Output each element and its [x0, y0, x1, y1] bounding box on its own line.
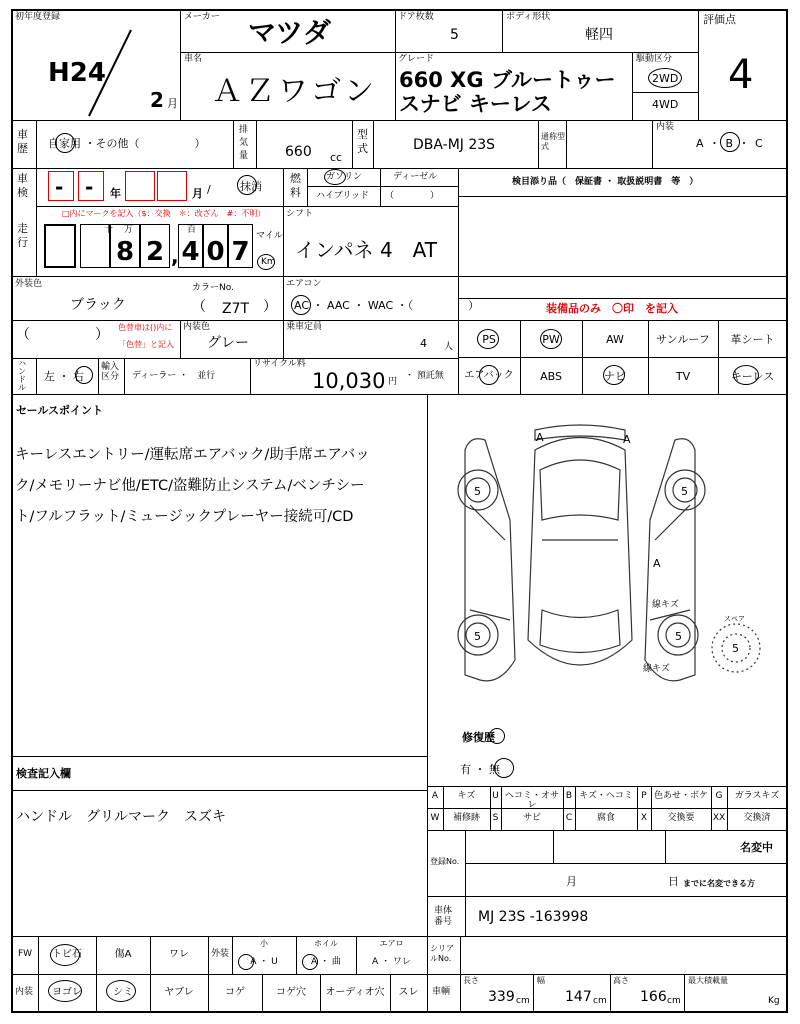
shaken-box-3: [125, 171, 155, 201]
inspect-label: 検査記入欄: [16, 767, 71, 780]
fuel-gasoline-circle: [324, 169, 346, 185]
legend-cell: U: [492, 791, 499, 801]
legend-cell: X: [640, 813, 648, 823]
equip-airbag: エアバック: [464, 370, 514, 381]
nai-burn: コゲ: [225, 987, 245, 998]
model-label: 型式: [357, 128, 368, 155]
diagram-mark-5-fr: 5: [681, 485, 688, 498]
legend-cell: キズ: [457, 791, 476, 801]
ac-value: AC ・ AAC ・ WAC ・（ ）: [294, 299, 480, 312]
diagram-mark-5-rl: 5: [474, 630, 481, 643]
repair-none-circle: [494, 758, 514, 778]
score-label: 評価点: [703, 13, 736, 26]
reg-deadline: までに名変できる方: [683, 879, 755, 888]
drive-4wd: 4WD: [652, 98, 679, 111]
fuel-gasoline: ガソリン: [326, 172, 363, 182]
car-name-label: 車名: [184, 54, 203, 64]
first-reg-label: 初年度登録: [15, 12, 61, 22]
import-value: ディーラー ・ 並行: [132, 371, 216, 381]
shaken-label: 車検: [17, 172, 28, 199]
length-label: 長さ: [463, 976, 479, 985]
first-reg-era: H24: [48, 58, 106, 88]
maker-value: マツダ: [248, 16, 331, 49]
height-label: 高さ: [613, 976, 629, 985]
equip-abs: ABS: [540, 370, 562, 383]
repair-value: 有 ・ 無: [460, 763, 500, 776]
legend-cell: 補修跡: [452, 813, 480, 823]
dims-label: 車輌: [432, 987, 451, 997]
equip-pw: PW: [542, 333, 560, 346]
interior-b-circle: [720, 132, 740, 152]
fw-ext-label: 外装: [211, 949, 230, 959]
mileage-digit-5: 7: [228, 224, 253, 268]
serial-label: シリアルNo.: [430, 944, 454, 963]
reg-day: 日: [668, 875, 679, 888]
legend-cell: XX: [712, 813, 726, 823]
nai-dirt: ヨゴレ: [52, 987, 82, 998]
docs-label: 検目添り品（ 保証書 ・ 取扱説明書 等 ）: [512, 177, 699, 187]
car-damage-diagram: [440, 410, 770, 710]
reg-month: 月: [566, 875, 577, 888]
inspect-text: ハンドル グリルマーク スズキ: [16, 809, 226, 825]
capacity-unit: 人: [444, 342, 454, 352]
usage-value: 自家用 ・その他（ ）: [48, 137, 206, 150]
color-no-paren-open: （: [192, 299, 206, 315]
length-value: 339: [488, 989, 515, 1005]
equip-keyless: キーレス: [730, 370, 775, 383]
capacity-label: 乗車定員: [286, 322, 323, 332]
diagram-mark-a1: A: [536, 431, 544, 444]
legend-cell: 色あせ・ボケ: [653, 791, 708, 801]
mileage-km-circle: [257, 254, 275, 270]
diagram-spare-label: スペア: [724, 615, 745, 623]
shaken-box-4: [157, 171, 187, 201]
chassis-value: MJ 23S -163998: [478, 909, 589, 925]
doors-value: 5: [450, 27, 459, 43]
first-reg-slash: [85, 28, 135, 118]
mileage-unit-man: 万: [124, 225, 134, 235]
legend-cell: A: [431, 791, 439, 801]
shift-value: インパネ 4 AT: [295, 238, 438, 262]
legend-cell: C: [565, 813, 573, 823]
color-no-value: Z7T: [222, 301, 250, 317]
mileage-note: □内にマークを記入（$：交換 ＊：改ざん #：不明）: [62, 209, 266, 218]
width-unit: cm: [593, 996, 607, 1006]
grade-line1: 660 XG ブルートゥー: [399, 68, 616, 92]
fw-small-label: 小: [260, 939, 268, 948]
diagram-scratch-1: 線キズ: [652, 600, 679, 610]
equip-tv: TV: [675, 370, 691, 383]
ext-color-label: 外装色: [15, 279, 43, 289]
nai-wear: スレ: [398, 987, 419, 998]
repair-label: 修復歴: [462, 731, 495, 744]
shaken-month-unit: 月: [192, 187, 203, 200]
recycle-label: リサイクル料: [253, 359, 306, 369]
displacement-unit: cc: [330, 151, 343, 164]
recycle-deposit: ・ 預託無: [405, 371, 444, 381]
drive-label: 駆動区分: [636, 54, 673, 64]
fuel-hybrid: ハイブリッド: [316, 191, 370, 201]
ac-circle: [291, 295, 311, 315]
first-reg-month-unit: 月: [167, 97, 178, 110]
diagram-scratch-2: 線キズ: [643, 664, 670, 674]
capacity-value: 4: [420, 337, 427, 350]
mileage-digit-3: 4: [178, 224, 203, 268]
legend-cell: 交換要: [667, 813, 695, 823]
handle-value: 左 ・ 右: [44, 370, 84, 383]
change-paren-close: ）: [95, 327, 109, 343]
diagram-mark-5-rr: 5: [675, 630, 682, 643]
fw-item-crack: ワレ: [169, 949, 189, 960]
legend-cell: ヘコミ・オサレ: [504, 791, 559, 810]
common-model-label: 通称型式: [541, 132, 565, 151]
fw-wheel-label: ホイル: [314, 939, 338, 948]
legend-cell: G: [715, 791, 723, 801]
int-color-label: 内装色: [183, 322, 211, 332]
fw-aero-vals: A ・ ワレ: [372, 957, 411, 967]
recycle-value: 10,030: [312, 369, 386, 393]
mileage-km: Km: [261, 257, 276, 267]
change-note-1: 色替車は()内に: [118, 323, 173, 332]
sales-line-1: キーレスエントリー/運転席エアバック/助手席エアバッ: [15, 447, 370, 463]
body-value: 軽四: [585, 27, 613, 43]
nai-stain: シミ: [113, 987, 133, 998]
legend-cell: P: [641, 791, 647, 801]
model-value: DBA-MJ 23S: [413, 137, 496, 153]
diagram-mark-a2: A: [623, 433, 631, 446]
fuel-diesel: ディーゼル: [393, 172, 438, 182]
mileage-digit-4: 0: [203, 224, 228, 268]
ext-color-value: ブラック: [70, 297, 126, 313]
color-no-paren-close: ）: [263, 299, 277, 315]
fw-wheel-vals: A ・ 曲: [311, 957, 341, 967]
massho-label: 抹消: [240, 180, 262, 193]
diagram-mark-5-spare: 5: [732, 642, 739, 655]
width-value: 147: [565, 989, 592, 1005]
shift-label: シフト: [286, 209, 314, 219]
name-change-label: 名変中: [740, 841, 773, 854]
mileage-mile: マイル: [256, 231, 283, 241]
equip-ps: PS: [482, 333, 496, 346]
fuel-label: 燃料: [290, 172, 301, 199]
fw-aero-label: エアロ: [379, 939, 404, 948]
color-no-label: カラーNo.: [192, 283, 234, 293]
maker-label: メーカー: [184, 12, 220, 22]
legend-cell: 交換済: [743, 813, 771, 823]
mileage-digit-2: 2: [140, 224, 170, 268]
first-reg-month: 2: [150, 88, 164, 112]
nai-audio-hole: オーディオ穴: [325, 987, 385, 998]
height-unit: cm: [667, 996, 681, 1006]
mileage-label: 走行: [17, 222, 28, 249]
mileage-box-blank: [44, 224, 76, 268]
private-use-circle: [55, 133, 75, 153]
int-color-value: グレー: [207, 335, 249, 351]
drive-2wd-circle: [648, 68, 682, 88]
mileage-unit-hyaku: 百: [187, 225, 197, 235]
reg-no-label: 登録No.: [430, 857, 460, 866]
grade-label: グレード: [398, 54, 435, 64]
diagram-mark-5-fl: 5: [474, 485, 481, 498]
nai-burn-hole: コゲ穴: [276, 987, 306, 998]
load-unit: Kg: [768, 996, 780, 1006]
history-label: 車歴: [17, 128, 28, 155]
fw-item-chip: トビ石: [52, 949, 82, 960]
interior-label: 内装: [656, 122, 675, 132]
fw-item-scratch: 傷A: [114, 949, 132, 960]
legend-cell: 腐食: [596, 813, 615, 823]
equip-header: 装備品のみ 〇印 を記入: [546, 302, 678, 315]
height-value: 166: [640, 989, 667, 1005]
drive-2wd: 2WD: [652, 72, 679, 85]
handle-right-circle: [75, 366, 93, 384]
mileage-unit-juu: 十: [104, 225, 114, 235]
equip-navi: ナビ: [604, 370, 626, 383]
chassis-label: 車体番号: [434, 906, 453, 927]
displacement-label: 排気量: [239, 125, 249, 161]
mileage-digit-1: 8: [110, 224, 140, 268]
legend-cell: キズ・ヘコミ: [579, 791, 633, 801]
legend-cell: B: [565, 791, 573, 801]
fw-label: FW: [18, 949, 33, 959]
sales-label: セールスポイント: [16, 404, 104, 417]
length-unit: cm: [516, 996, 530, 1006]
displacement-value: 660: [285, 144, 312, 160]
change-paren-open: （: [16, 327, 30, 343]
sales-line-3: ト/フルフラット/ミュージックプレーヤー接続可/CD: [15, 509, 354, 525]
width-label: 幅: [537, 976, 545, 985]
fw-small-vals: A ・ U: [250, 957, 278, 967]
change-note-2: 「色替」と記入: [118, 340, 174, 349]
body-label: ボディ形状: [506, 12, 551, 22]
load-label: 最大積載量: [688, 976, 728, 985]
fuel-hybrid-paren: （ ）: [385, 191, 440, 201]
equip-aw: AW: [606, 333, 624, 346]
mileage-comma: ,: [171, 244, 179, 268]
equip-leather: 革シート: [730, 333, 775, 346]
ac-label: エアコン: [286, 279, 322, 289]
grade-line2: スナビ キーレス: [399, 92, 552, 116]
recycle-yen: 円: [388, 377, 398, 387]
interior-grades: A ・ B ・ C: [696, 137, 764, 150]
legend-cell: サビ: [522, 813, 541, 823]
shaken-year-unit: 年: [110, 187, 121, 200]
score-value: 4: [728, 52, 754, 98]
diagram-mark-a3: A: [653, 557, 661, 570]
massho-circle: [237, 175, 257, 195]
nai-label: 内装: [15, 987, 34, 997]
equip-sunroof: サンルーフ: [656, 333, 710, 346]
nai-tear: ヤブレ: [164, 987, 194, 998]
handle-label: ハンドル: [18, 359, 26, 392]
sales-line-2: ク/メモリーナビ他/ETC/盗難防止システム/ベンチシー: [15, 478, 365, 494]
legend-cell: S: [492, 813, 499, 823]
car-name-value: ＡＺワゴン: [212, 74, 377, 109]
doors-label: ドア枚数: [398, 12, 434, 22]
import-label: 輸入区分: [101, 362, 120, 382]
legend-cell: ガラスキズ: [734, 791, 780, 801]
legend-cell: W: [430, 813, 440, 823]
